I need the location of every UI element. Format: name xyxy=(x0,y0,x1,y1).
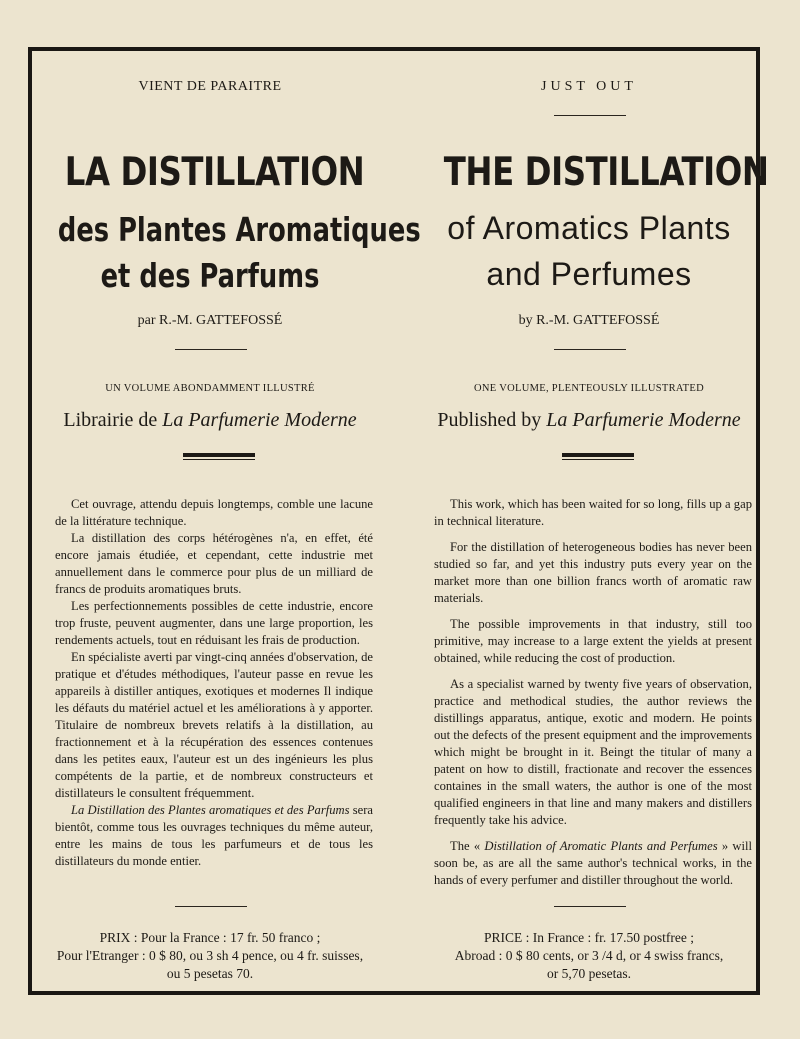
kicker: JUST OUT xyxy=(541,79,637,94)
book-subtitle-line2: et des Parfums xyxy=(100,256,320,295)
paragraph: For the distillation of heterogeneous bodies has never been studied so far, and yet this industry puts every year on the market more than one billion francs worth of aromatic raw materials. xyxy=(434,540,752,605)
paragraph-rest: » will soon be, as are all the same author's technical works, in the hands of every perfumer and distiller throughout the world. xyxy=(434,839,752,887)
author-line: par R.-M. GATTEFOSSÉ xyxy=(137,313,283,328)
price-block xyxy=(404,929,774,983)
book-subtitle-line2: and Perfumes xyxy=(486,256,692,292)
body-text xyxy=(55,496,373,870)
divider xyxy=(554,349,626,350)
book-title: THE DISTILLATION xyxy=(443,150,769,195)
book-title: LA DISTILLATION xyxy=(64,150,365,195)
price-line: Abroad : 0 $ 80 cents, or 3 /4 d, or 4 swiss francs, xyxy=(454,948,724,963)
volume-note: UN VOLUME ABONDAMMENT ILLUSTRÉ xyxy=(105,383,315,394)
italic-title: La Distillation des Plantes aromatiques et des Parfums xyxy=(71,803,350,817)
divider xyxy=(554,906,626,907)
book-subtitle-line1: des Plantes Aromatiques xyxy=(57,210,421,249)
publisher-prefix: Published by xyxy=(437,409,542,431)
publisher-line xyxy=(15,409,405,432)
paragraph-rest: sera bientôt, comme tous les ouvrages techniques du même auteur, entre les mains de tous les parfumeurs et de tous les distillateurs du monde entier. xyxy=(55,803,373,868)
ornament-rule xyxy=(183,453,255,460)
body-text xyxy=(434,496,752,898)
author-line: by R.-M. GATTEFOSSÉ xyxy=(518,313,660,328)
publisher-line xyxy=(394,409,784,432)
divider xyxy=(175,906,247,907)
kicker: VIENT DE PARAITRE xyxy=(138,79,282,94)
price-line: ou 5 pesetas 70. xyxy=(166,966,254,981)
divider xyxy=(554,115,626,116)
publisher-prefix: Librairie de xyxy=(63,409,158,431)
paragraph-prefix: The « xyxy=(450,839,485,853)
publisher-name: La Parfumerie Moderne xyxy=(162,409,357,431)
volume-note: ONE VOLUME, PLENTEOUSLY ILLUSTRATED xyxy=(474,383,704,394)
price-line: PRIX : Pour la France : 17 fr. 50 franco ; xyxy=(99,930,321,945)
paragraph: La distillation des corps hétérogènes n'a, en effet, été encore jamais étudiée, et cependant, cette industrie met annuellement dans le commerce pour plus de un milliard de francs de produits aromatiques bruts. xyxy=(55,531,373,596)
paragraph: Cet ouvrage, attendu depuis longtemps, comble une lacune de la littérature technique. xyxy=(55,497,373,528)
price-block xyxy=(25,929,395,983)
paragraph xyxy=(55,802,373,870)
italic-title: Distillation of Aromatic Plants and Perfumes xyxy=(484,839,718,853)
paragraph: En spécialiste averti par vingt-cinq années d'observation, de pratique et d'études méthodiques, l'auteur passe en revue les appareils à distiller antiques, exotiques et modernes Il indique les défauts du matériel actuel et les améliorations à y apporter. Titulaire de nombreux brevets relatifs à la distillation, au fractionnement et à la récupération des essences contenues dans les petites eaux, l'auteur est un des ingénieurs les plus compétents de la partie, et de nombreux constructeurs et distillateurs le consultent fréquemment. xyxy=(55,650,373,800)
paragraph: Les perfectionnements possibles de cette industrie, encore trop fruste, peuvent augmenter, dans une large proportion, les rendements actuels, tout en réduisant les frais de production. xyxy=(55,599,373,647)
ornament-rule xyxy=(562,453,634,460)
divider xyxy=(175,349,247,350)
price-line: Pour l'Etranger : 0 $ 80, ou 3 sh 4 pence, ou 4 fr. suisses, xyxy=(56,948,364,963)
publisher-name: La Parfumerie Moderne xyxy=(546,409,741,431)
paragraph: As a specialist warned by twenty five years of observation, practice and methodical studies, the author reviews the distillings apparatus, antique, exotic and modern. He points out the defects of the present equipment and the improvements which might be brought in it. Beingt the titular of many a patent on how to distill, fractionate and recover the essences containes in the small waters, the author is one of the most qualified engineers in that line and many makers and distillers frequently take his advice. xyxy=(434,677,752,827)
price-line: or 5,70 pesetas. xyxy=(547,966,631,981)
price-line: PRICE : In France : fr. 17.50 postfree ; xyxy=(484,930,694,945)
paragraph xyxy=(434,838,752,889)
paragraph: The possible improvements in that industry, still too primitive, may increase to a large extent the yields at present obtained, while reducing the cost of production. xyxy=(434,617,752,665)
book-subtitle-line1: of Aromatics Plants xyxy=(447,210,731,246)
paragraph: This work, which has been waited for so long, fills up a gap in technical literature. xyxy=(434,497,752,528)
